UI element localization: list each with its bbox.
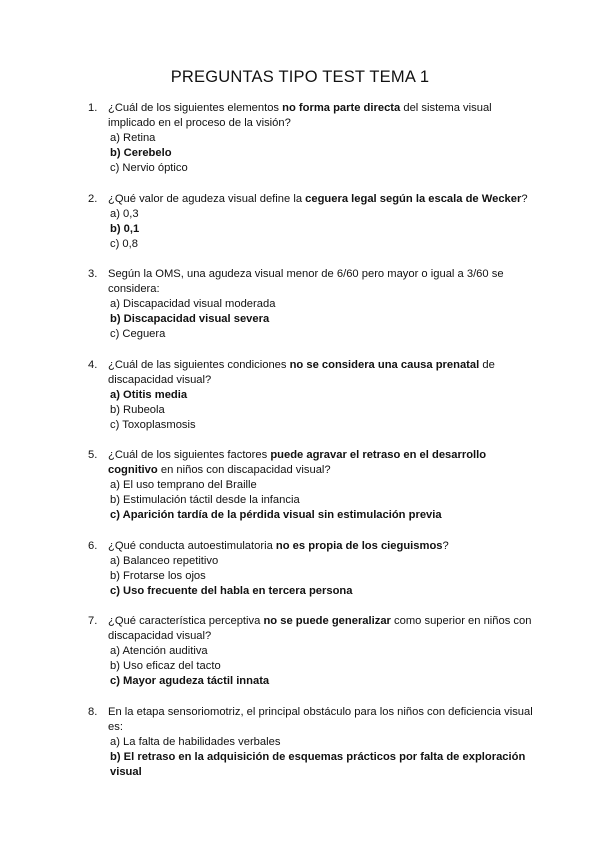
question-emphasis: no se considera una causa prenatal	[289, 358, 480, 371]
question-emphasis: puede agravar el retraso en el desarrollo cognitivo	[108, 449, 487, 476]
question-1	[0, 101, 600, 176]
question-4	[0, 358, 600, 433]
question-number: 2.	[88, 192, 98, 205]
answer-option-correct: c) Mayor agudeza táctil innata	[110, 675, 270, 687]
question-text: como superior en niños con discapacidad visual?	[108, 615, 532, 642]
answer-option-correct: b) 0,1	[110, 222, 140, 235]
answer-option: b) Frotarse los ojos	[110, 569, 206, 582]
question-number: 4.	[88, 358, 98, 371]
question-text: en niños con discapacidad visual?	[157, 464, 331, 476]
question-3	[0, 267, 600, 342]
question-emphasis: no es propia de los cieguismos	[275, 539, 443, 552]
question-text: ¿Cuál de los siguientes elementos	[108, 102, 283, 114]
question-emphasis: no forma parte directa	[282, 102, 401, 114]
answer-option-correct: c) Aparición tardía de la pérdida visual sin estimulación previa	[110, 509, 442, 521]
answer-option: c) Nervio óptico	[110, 162, 188, 174]
question-text: ¿Qué característica perceptiva	[108, 615, 264, 627]
answer-option: a) La falta de habilidades verbales	[110, 735, 281, 748]
question-list	[0, 101, 600, 795]
answer-option-correct: a) Otitis media	[110, 388, 188, 401]
question-stem	[108, 358, 533, 388]
answer-option: b) Rubeola	[110, 403, 165, 416]
question-emphasis: ceguera legal según la escala de Wecker	[305, 192, 522, 205]
question-text: ¿Qué valor de agudeza visual define la	[108, 192, 306, 205]
answer-option: a) El uso temprano del Braille	[110, 479, 257, 491]
question-stem	[108, 267, 533, 297]
answer-option-correct: b) Cerebelo	[110, 147, 172, 159]
question-emphasis: no se puede generalizar	[263, 615, 391, 627]
question-stem	[108, 705, 533, 735]
question-7	[0, 614, 600, 689]
question-text: ?	[442, 539, 449, 552]
answer-option: a) Retina	[110, 132, 156, 144]
answer-option: c) Toxoplasmosis	[110, 418, 196, 431]
answer-option: c) Ceguera	[110, 328, 166, 340]
question-stem	[108, 539, 533, 554]
question-stem	[108, 101, 533, 131]
question-text: En la etapa sensoriomotriz, el principal obstáculo para los niños con deficiencia visual es:	[108, 705, 533, 733]
question-8	[0, 705, 600, 780]
question-text: de discapacidad visual?	[108, 358, 495, 386]
answer-option: a) Balanceo repetitivo	[110, 554, 219, 567]
answer-option-correct: b) El retraso en la adquisición de esquemas prácticos por falta de exploración visual	[110, 750, 526, 778]
question-text: ¿Qué conducta autoestimulatoria	[108, 539, 276, 552]
question-5	[0, 448, 600, 523]
question-stem	[108, 614, 533, 644]
question-number: 5.	[88, 449, 98, 461]
question-text: ?	[521, 192, 528, 205]
question-number: 8.	[88, 705, 98, 718]
question-stem	[108, 192, 533, 207]
question-6	[0, 539, 600, 599]
answer-option: a) Discapacidad visual moderada	[110, 298, 276, 310]
question-number: 3.	[88, 268, 98, 280]
question-text: Según la OMS, una agudeza visual menor de 6/60 pero mayor o igual a 3/60 se considera:	[108, 268, 504, 295]
answer-option-correct: c) Uso frecuente del habla en tercera persona	[110, 584, 353, 597]
answer-option: b) Uso eficaz del tacto	[110, 660, 221, 672]
answer-option: c) 0,8	[110, 237, 138, 250]
answer-option-correct: b) Discapacidad visual severa	[110, 313, 270, 325]
question-text: ¿Cuál de los siguientes factores	[108, 449, 271, 461]
question-2	[0, 192, 600, 252]
answer-option: b) Estimulación táctil desde la infancia	[110, 494, 300, 506]
question-number: 7.	[88, 615, 98, 627]
question-text: del sistema visual implicado en el proceso de la visión?	[108, 102, 492, 129]
answer-option: a) Atención auditiva	[110, 645, 208, 657]
question-text: ¿Cuál de las siguientes condiciones	[108, 358, 290, 371]
answer-option: a) 0,3	[110, 207, 139, 220]
question-stem	[108, 448, 533, 478]
question-number: 6.	[88, 539, 98, 552]
question-number: 1.	[88, 102, 98, 114]
page-title: PREGUNTAS TIPO TEST TEMA 1	[170, 68, 430, 86]
